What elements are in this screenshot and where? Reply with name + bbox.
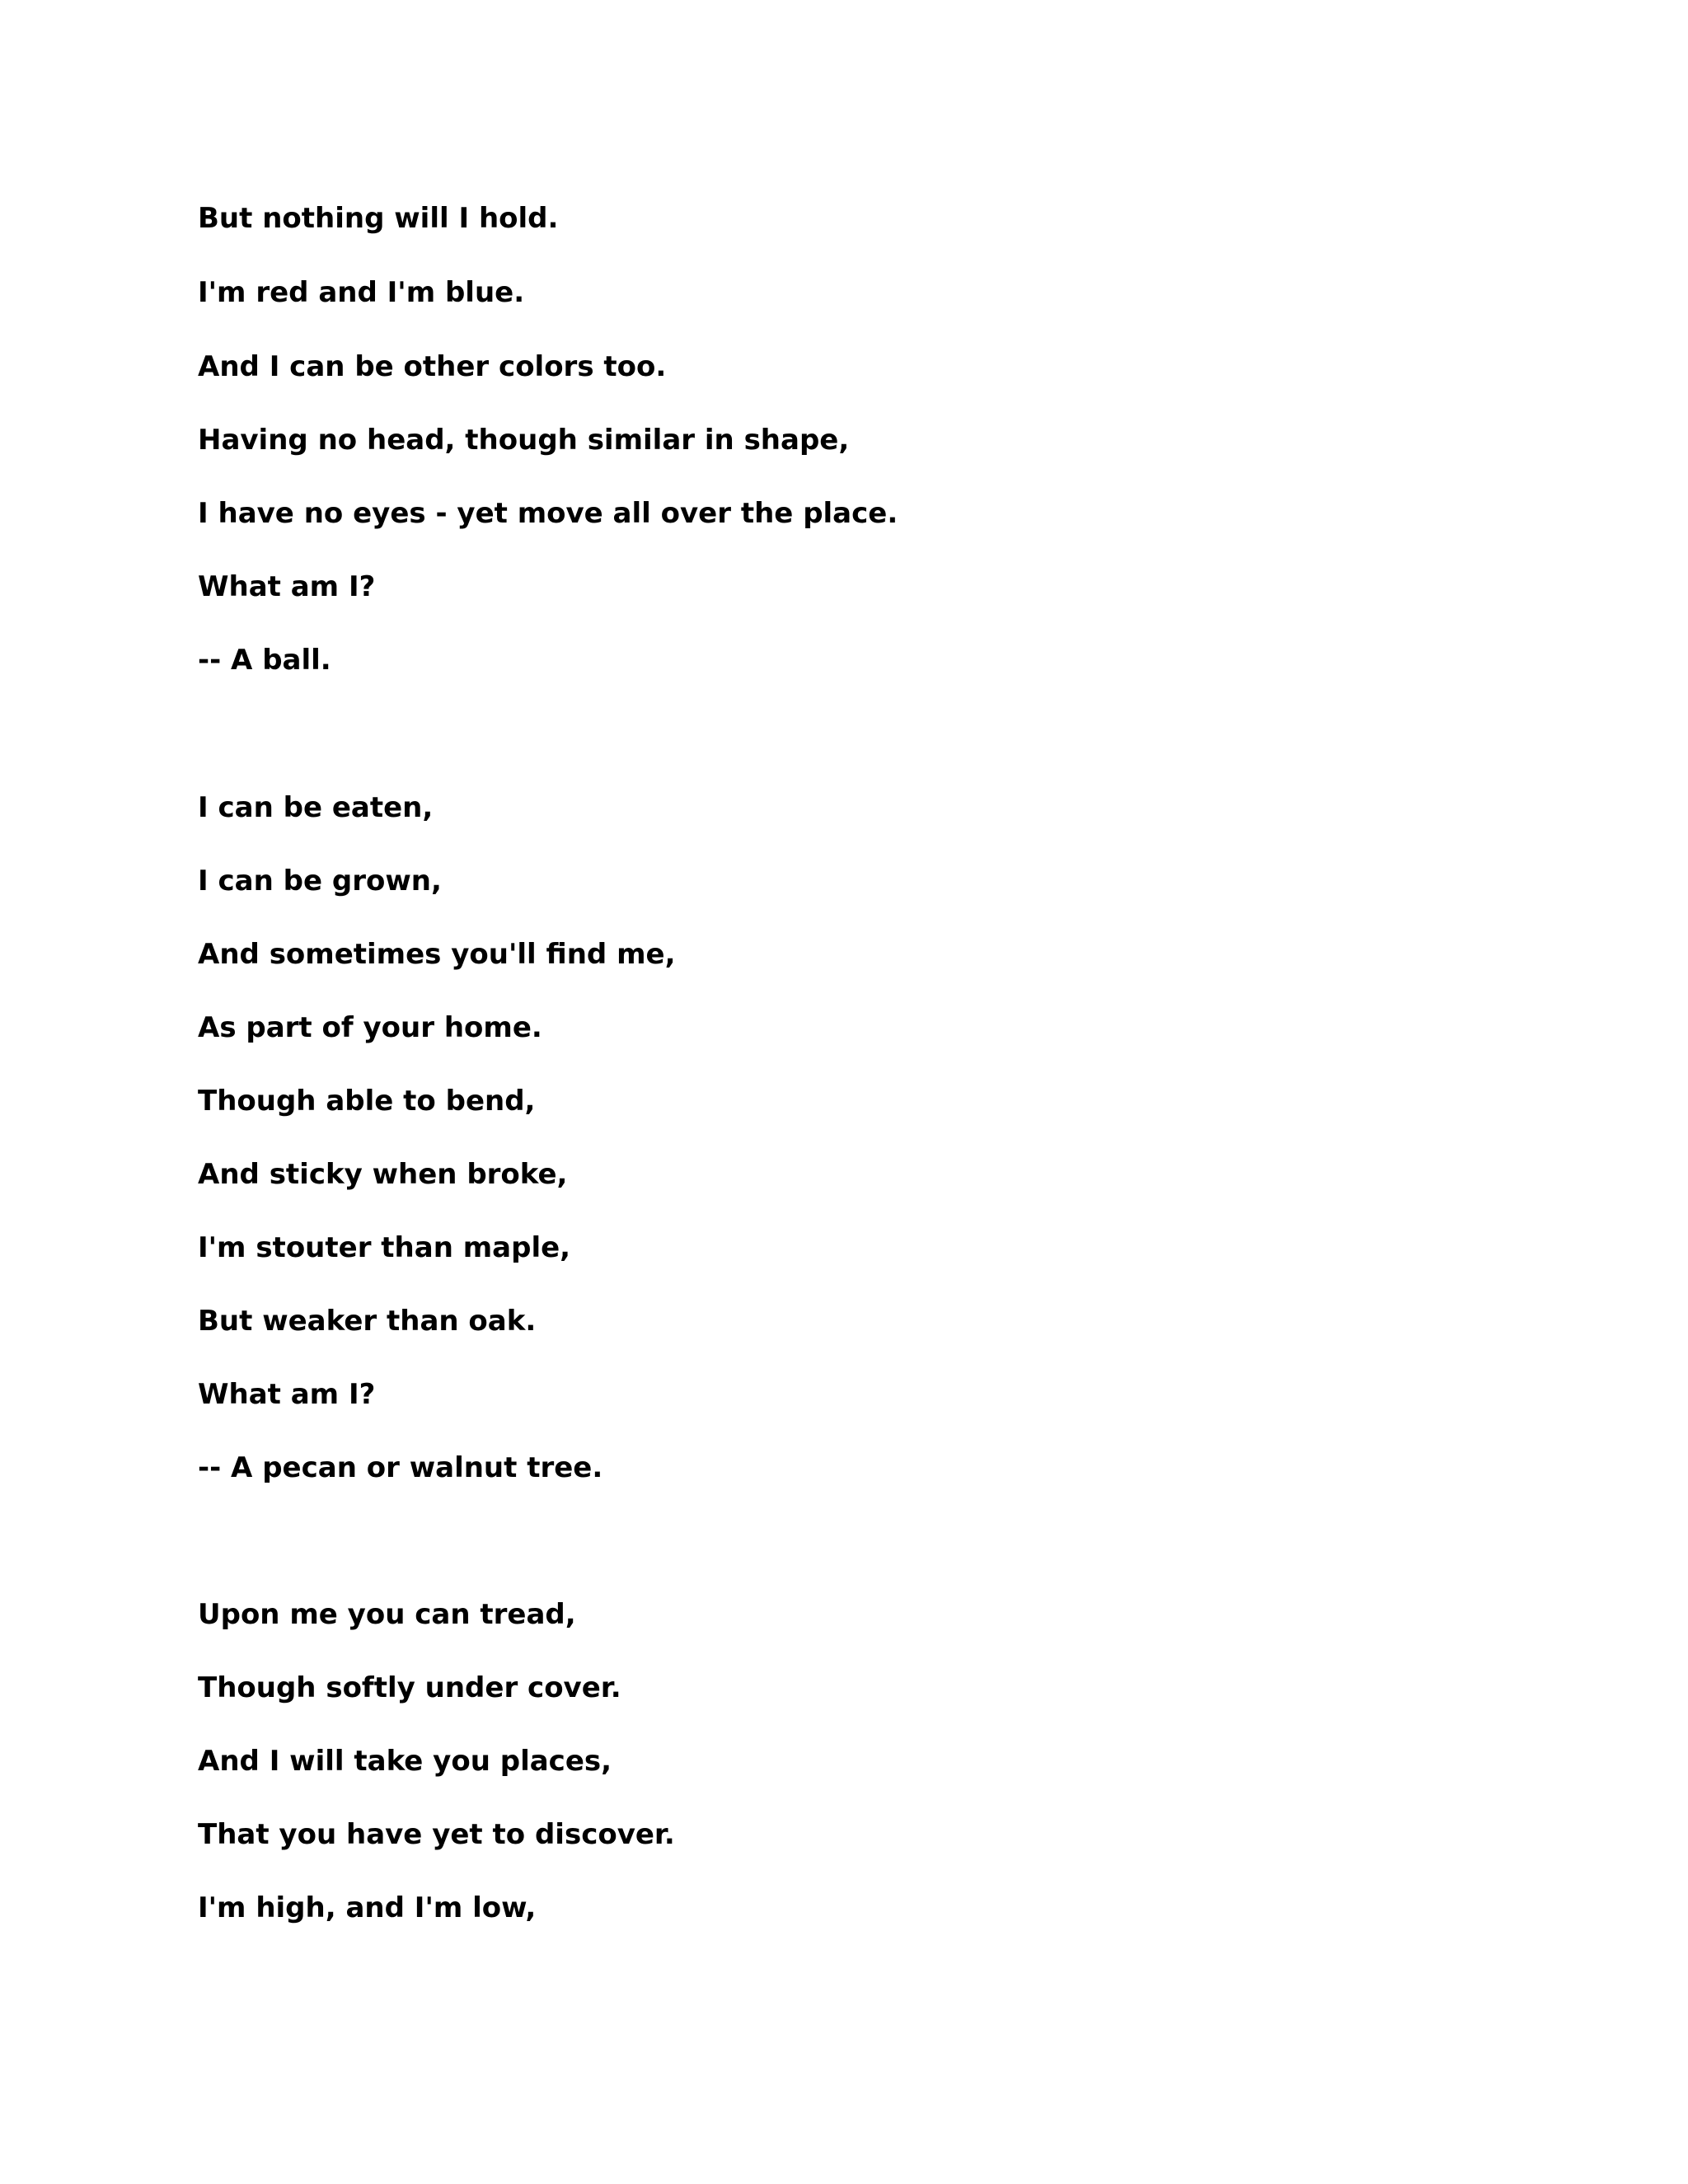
riddle-answer: -- A ball. xyxy=(198,644,331,677)
riddle-line: And I can be other colors too. xyxy=(198,350,667,383)
riddle-answer: -- A pecan or walnut tree. xyxy=(198,1451,603,1484)
riddle-line: Upon me you can tread, xyxy=(198,1598,576,1631)
riddle-line: I have no eyes - yet move all over the place. xyxy=(198,497,898,530)
riddle-line: I can be grown, xyxy=(198,865,442,898)
riddle-line: But weaker than oak. xyxy=(198,1305,537,1338)
riddle-question: What am I? xyxy=(198,570,376,603)
riddle-line: I'm high, and I'm low, xyxy=(198,1891,537,1924)
riddle-line: But nothing will I hold. xyxy=(198,202,559,235)
riddle-line: I can be eaten, xyxy=(198,791,434,824)
riddle-line: As part of your home. xyxy=(198,1011,542,1044)
riddle-line: And sticky when broke, xyxy=(198,1158,568,1191)
riddle-line: Having no head, though similar in shape, xyxy=(198,424,850,457)
riddle-line: I'm stouter than maple, xyxy=(198,1231,571,1264)
riddle-line: And sometimes you'll find me, xyxy=(198,938,676,971)
riddle-line: Though softly under cover. xyxy=(198,1671,621,1704)
riddle-line: Though able to bend, xyxy=(198,1085,536,1118)
riddle-line: I'm red and I'm blue. xyxy=(198,276,525,309)
riddle-line: And I will take you places, xyxy=(198,1745,612,1778)
riddle-line: That you have yet to discover. xyxy=(198,1818,675,1851)
riddle-question: What am I? xyxy=(198,1378,376,1411)
